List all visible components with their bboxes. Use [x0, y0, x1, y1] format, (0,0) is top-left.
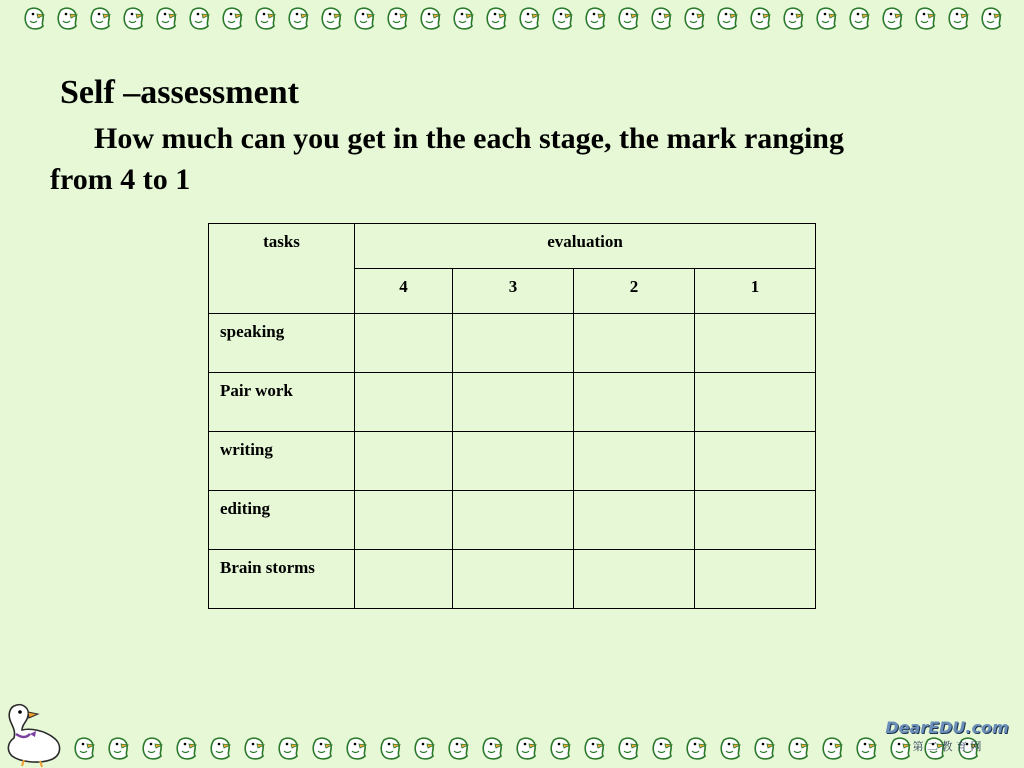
chick-icon	[718, 736, 744, 762]
chick-icon	[22, 6, 48, 32]
score-2-header: 2	[574, 269, 695, 314]
slide-title: Self –assessment	[60, 74, 299, 111]
chick-icon	[242, 736, 268, 762]
chick-icon	[106, 736, 132, 762]
chick-icon	[480, 736, 506, 762]
chick-icon	[854, 736, 880, 762]
score-4-header: 4	[355, 269, 453, 314]
chick-icon	[582, 736, 608, 762]
chick-icon	[781, 6, 807, 32]
chick-icon	[220, 6, 246, 32]
score-cell[interactable]	[453, 432, 574, 491]
chick-icon	[583, 6, 609, 32]
task-editing: editing	[209, 491, 355, 550]
chick-icon	[352, 6, 378, 32]
chick-icon	[385, 6, 411, 32]
chick-icon	[752, 736, 778, 762]
score-cell[interactable]	[695, 550, 816, 609]
chick-icon	[550, 6, 576, 32]
chick-icon	[514, 736, 540, 762]
score-cell[interactable]	[695, 314, 816, 373]
chick-icon	[715, 6, 741, 32]
chick-icon	[412, 736, 438, 762]
chick-icon	[814, 6, 840, 32]
evaluation-header: evaluation	[355, 224, 816, 269]
task-pair-work: Pair work	[209, 373, 355, 432]
score-cell[interactable]	[453, 373, 574, 432]
chick-icon	[319, 6, 345, 32]
score-cell[interactable]	[574, 373, 695, 432]
score-cell[interactable]	[574, 432, 695, 491]
chick-icon	[187, 6, 213, 32]
chick-icon	[847, 6, 873, 32]
task-writing: writing	[209, 432, 355, 491]
chick-icon	[517, 6, 543, 32]
score-cell[interactable]	[355, 432, 453, 491]
table-row	[209, 314, 816, 373]
goose-icon	[0, 700, 66, 768]
score-cell[interactable]	[355, 491, 453, 550]
chick-icon	[548, 736, 574, 762]
chick-icon	[154, 6, 180, 32]
chick-icon	[55, 6, 81, 32]
chick-icon	[418, 6, 444, 32]
chick-icon	[820, 736, 846, 762]
chick-icon	[616, 6, 642, 32]
table-header-row	[209, 224, 816, 269]
chick-icon	[484, 6, 510, 32]
score-cell[interactable]	[695, 373, 816, 432]
chick-icon	[174, 736, 200, 762]
chick-icon	[276, 736, 302, 762]
slide-subtitle: How much can you get in the each stage, the mark ranging from 4 to 1	[50, 122, 844, 196]
logo-text: DearEDU.com	[885, 718, 1009, 737]
chick-icon	[748, 6, 774, 32]
chick-icon	[286, 6, 312, 32]
chick-icon	[208, 736, 234, 762]
logo-subtext: 第 二 教 育 网	[912, 740, 982, 753]
score-cell[interactable]	[695, 491, 816, 550]
chick-icon	[378, 736, 404, 762]
assessment-table	[208, 223, 816, 609]
chick-icon	[310, 736, 336, 762]
score-cell[interactable]	[574, 491, 695, 550]
score-cell[interactable]	[355, 314, 453, 373]
table-row	[209, 491, 816, 550]
chick-icon	[880, 6, 906, 32]
tasks-header: tasks	[209, 224, 355, 314]
score-cell[interactable]	[453, 491, 574, 550]
chick-icon	[649, 6, 675, 32]
chick-icon	[253, 6, 279, 32]
task-speaking: speaking	[209, 314, 355, 373]
table-row	[209, 373, 816, 432]
score-cell[interactable]	[695, 432, 816, 491]
chick-icon	[446, 736, 472, 762]
score-3-header: 3	[453, 269, 574, 314]
chick-icon	[913, 6, 939, 32]
chick-icon	[88, 6, 114, 32]
chick-icon	[946, 6, 972, 32]
task-brain-storms: Brain storms	[209, 550, 355, 609]
dearedu-logo	[884, 718, 1010, 752]
score-cell[interactable]	[453, 550, 574, 609]
score-cell[interactable]	[355, 373, 453, 432]
bottom-chick-border	[72, 736, 1012, 766]
chick-icon	[140, 736, 166, 762]
chick-icon	[616, 736, 642, 762]
chick-icon	[72, 736, 98, 762]
chick-icon	[682, 6, 708, 32]
chick-icon	[786, 736, 812, 762]
score-cell[interactable]	[453, 314, 574, 373]
chick-icon	[451, 6, 477, 32]
chick-icon	[684, 736, 710, 762]
score-1-header: 1	[695, 269, 816, 314]
score-cell[interactable]	[574, 314, 695, 373]
table-row	[209, 432, 816, 491]
chick-icon	[121, 6, 147, 32]
score-cell[interactable]	[355, 550, 453, 609]
chick-icon	[344, 736, 370, 762]
top-chick-border	[22, 6, 1012, 36]
chick-icon	[979, 6, 1005, 32]
table-row	[209, 550, 816, 609]
score-cell[interactable]	[574, 550, 695, 609]
chick-icon	[650, 736, 676, 762]
